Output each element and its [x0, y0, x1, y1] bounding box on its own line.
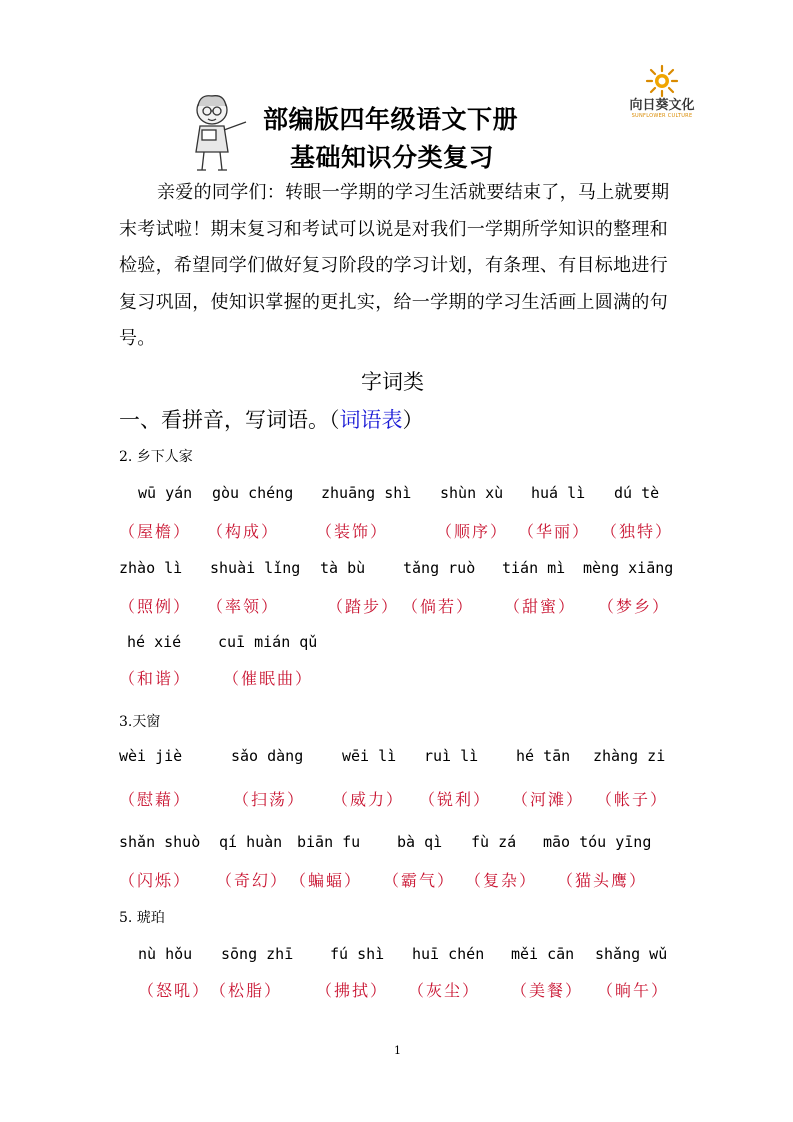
page-subtitle: 基础知识分类复习: [290, 143, 495, 172]
pinyin: hé xié: [127, 633, 182, 651]
pinyin: wēi lì: [342, 747, 397, 765]
answer: （河滩）: [512, 790, 585, 809]
answer: （催眠曲）: [223, 669, 314, 688]
pinyin: fú shì: [330, 945, 385, 963]
vocabulary-link[interactable]: 词语表: [339, 408, 403, 432]
answer: （装饰）: [316, 522, 389, 541]
answer: （锐利）: [419, 790, 492, 809]
answer: （帐子）: [596, 790, 669, 809]
section-heading-suffix: ）: [402, 408, 424, 432]
pinyin: wèi jiè: [119, 747, 183, 765]
category-heading: 字词类: [361, 370, 424, 394]
answer: （猫头鹰）: [557, 871, 648, 890]
logo-text: 向日葵文化: [629, 98, 695, 113]
answer: （照例）: [119, 597, 192, 616]
answer: （梦乡）: [598, 597, 671, 616]
pinyin: sǎo dàng: [231, 747, 304, 765]
answer: （灰尘）: [408, 981, 481, 1000]
pinyin: zhuāng shì: [321, 484, 412, 502]
pinyin: shùn xù: [440, 484, 504, 502]
pinyin: mèng xiāng: [583, 559, 674, 577]
answer: （率领）: [207, 597, 280, 616]
lesson-title: 5. 琥珀: [119, 910, 165, 926]
pinyin: wū yán: [138, 484, 193, 502]
sunflower-logo: [622, 64, 702, 124]
pinyin: tǎng ruò: [403, 559, 476, 577]
answer: （霸气）: [383, 871, 456, 890]
pinyin: fù zá: [471, 833, 517, 851]
sun-icon: [622, 64, 702, 98]
pinyin: tà bù: [320, 559, 366, 577]
answer: （闪烁）: [119, 871, 192, 890]
pinyin: zhào lì: [119, 559, 183, 577]
answer: （美餐）: [511, 981, 584, 1000]
pinyin: māo tóu yīng: [543, 833, 652, 851]
answer: （踏步）: [327, 597, 400, 616]
answer: （蝙蝠）: [290, 871, 363, 890]
answer: （威力）: [332, 790, 405, 809]
answer: （和谐）: [119, 669, 192, 688]
answer: （甜蜜）: [504, 597, 577, 616]
page-title: 部编版四年级语文下册: [263, 105, 519, 134]
pinyin: nù hǒu: [138, 945, 193, 963]
answer: （慰藉）: [119, 790, 192, 809]
pinyin: shuài lǐng: [210, 559, 301, 577]
intro-paragraph: 亲爱的同学们：转眼一学期的学习生活就要结束了，马上就要期末考试啦！期末复习和考试可以说是对我们一学期所学知识的整理和检验，希望同学们做好复习阶段的学习计划，有条理、有目标地进行复习巩固，使知识掌握的更扎实，给一学期的学习生活画上圆满的句号。: [119, 182, 670, 349]
lesson-title: 2. 乡下人家: [119, 449, 193, 465]
teacher-illustration: [188, 92, 250, 174]
answer: （奇幻）: [216, 871, 289, 890]
pinyin: biān fu: [297, 833, 361, 851]
pinyin: huá lì: [531, 484, 586, 502]
section-heading-prefix: 一、看拼音，写词语。（: [119, 408, 340, 432]
pinyin: gòu chéng: [212, 484, 294, 502]
pinyin: bà qì: [397, 833, 443, 851]
answer: （拂拭）: [316, 981, 389, 1000]
pinyin: hé tān: [516, 747, 571, 765]
answer: （倘若）: [402, 597, 475, 616]
answer: （华丽）: [518, 522, 591, 541]
pinyin: shǎng wǔ: [595, 945, 668, 963]
pinyin: huī chén: [412, 945, 485, 963]
answer: （复杂）: [465, 871, 538, 890]
pinyin: sōng zhī: [221, 945, 294, 963]
pinyin: zhàng zi: [593, 747, 666, 765]
answer: （屋檐）: [119, 522, 192, 541]
logo-subtext: SUNFLOWER CULTURE: [631, 113, 693, 119]
answer: （怒吼）: [138, 981, 211, 1000]
pinyin: shǎn shuò: [119, 833, 201, 851]
answer: （松脂）: [210, 981, 283, 1000]
answer: （构成）: [207, 522, 280, 541]
pinyin: ruì lì: [424, 747, 479, 765]
pinyin: měi cān: [511, 945, 575, 963]
answer: （扫荡）: [233, 790, 306, 809]
answer: （顺序）: [436, 522, 509, 541]
pinyin: cuī mián qǔ: [218, 633, 318, 651]
pinyin: qí huàn: [219, 833, 283, 851]
answer: （晌午）: [597, 981, 670, 1000]
pinyin: tián mì: [502, 559, 566, 577]
lesson-title: 3.天窗: [119, 714, 161, 730]
page-number: 1: [394, 1044, 401, 1057]
section-heading: [119, 404, 424, 434]
pinyin: dú tè: [614, 484, 660, 502]
answer: （独特）: [601, 522, 674, 541]
